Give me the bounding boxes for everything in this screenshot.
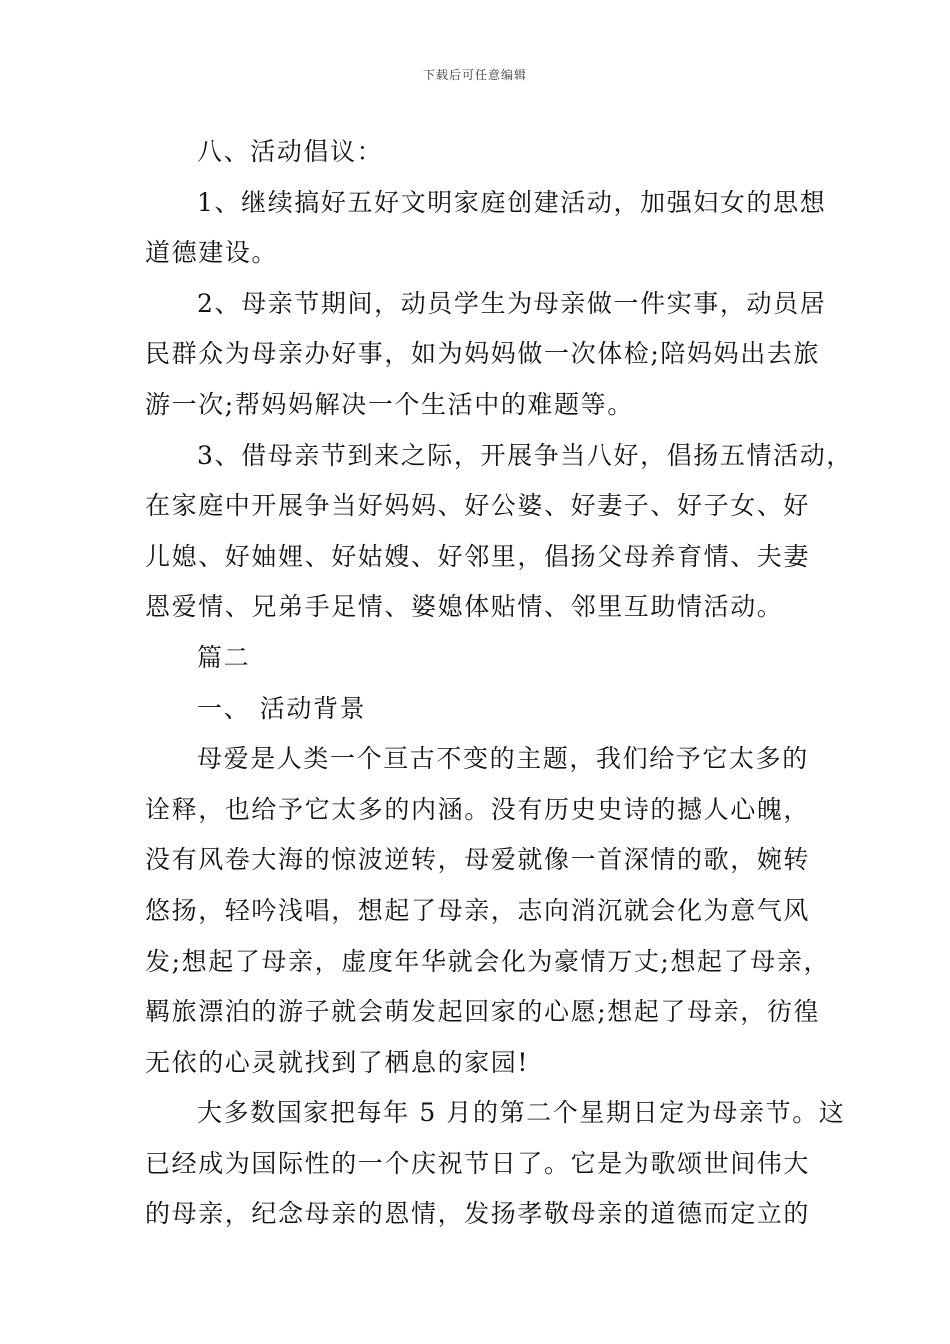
paragraph-line: 2、母亲节期间，动员学生为母亲做一件实事，动员居 (197, 288, 827, 318)
paragraph (145, 127, 835, 178)
paragraph-line: 没有风卷大海的惊波逆转，母爱就像一首深情的歌，婉转 (145, 845, 811, 875)
paragraph-line: 母爱是人类一个亘古不变的主题，我们给予它太多的 (197, 744, 809, 774)
paragraph (145, 431, 853, 633)
paragraph-line: 篇二 (197, 642, 251, 672)
paragraph-line: 大多数国家把每年 5 月的第二个星期日定为母亲节。这 (197, 1098, 846, 1128)
paragraph-line: 1、继续搞好五好文明家庭创建活动，加强妇女的思想 (197, 187, 827, 217)
paragraph-line: 道德建设。 (145, 238, 279, 268)
paragraph-line: 无依的心灵就找到了栖息的家园! (145, 1047, 530, 1077)
paragraph (145, 734, 835, 1088)
paragraph-line: 3、借母亲节到来之际，开展争当八好，倡扬五情活动， (197, 440, 853, 470)
paragraph-line: 已经成为国际性的一个庆祝节日了。它是为歌颂世间伟大 (145, 1148, 811, 1178)
paragraph-line: 悠扬，轻吟浅唱，想起了母亲，志向消沉就会化为意气风 (145, 895, 811, 925)
paragraph (145, 1088, 846, 1240)
paragraph-line: 的母亲，纪念母亲的恩情，发扬孝敬母亲的道德而定立的 (145, 1199, 811, 1229)
paragraph (145, 633, 835, 684)
paragraph-line: 诠释，也给予它太多的内涵。没有历史史诗的撼人心魄， (145, 794, 811, 824)
paragraph (145, 279, 835, 431)
paragraph-line: 恩爱情、兄弟手足情、婆媳体贴情、邻里互助情活动。 (145, 592, 784, 622)
paragraph-line: 民群众为母亲办好事，如为妈妈做一次体检;陪妈妈出去旅 (145, 339, 821, 369)
paragraph-line: 在家庭中开展争当好妈妈、好公婆、好妻子、好子女、好 (145, 491, 811, 521)
page-header: 下载后可任意编辑 (422, 68, 527, 82)
paragraph-line: 游一次;帮妈妈解决一个生活中的难题等。 (145, 389, 634, 419)
document-body (145, 127, 853, 1240)
paragraph (145, 178, 835, 279)
paragraph (145, 684, 835, 735)
paragraph-line: 发;想起了母亲，虚度年华就会化为豪情万丈;想起了母亲， (145, 946, 831, 976)
paragraph-line: 羁旅漂泊的游子就会萌发起回家的心愿;想起了母亲，彷徨 (145, 997, 821, 1027)
paragraph-line: 一、 活动背景 (197, 693, 367, 723)
paragraph-line: 八、活动倡议： (197, 137, 384, 166)
paragraph-line: 儿媳、好妯娌、好姑嫂、好邻里，倡扬父母养育情、夫妻 (145, 541, 811, 571)
